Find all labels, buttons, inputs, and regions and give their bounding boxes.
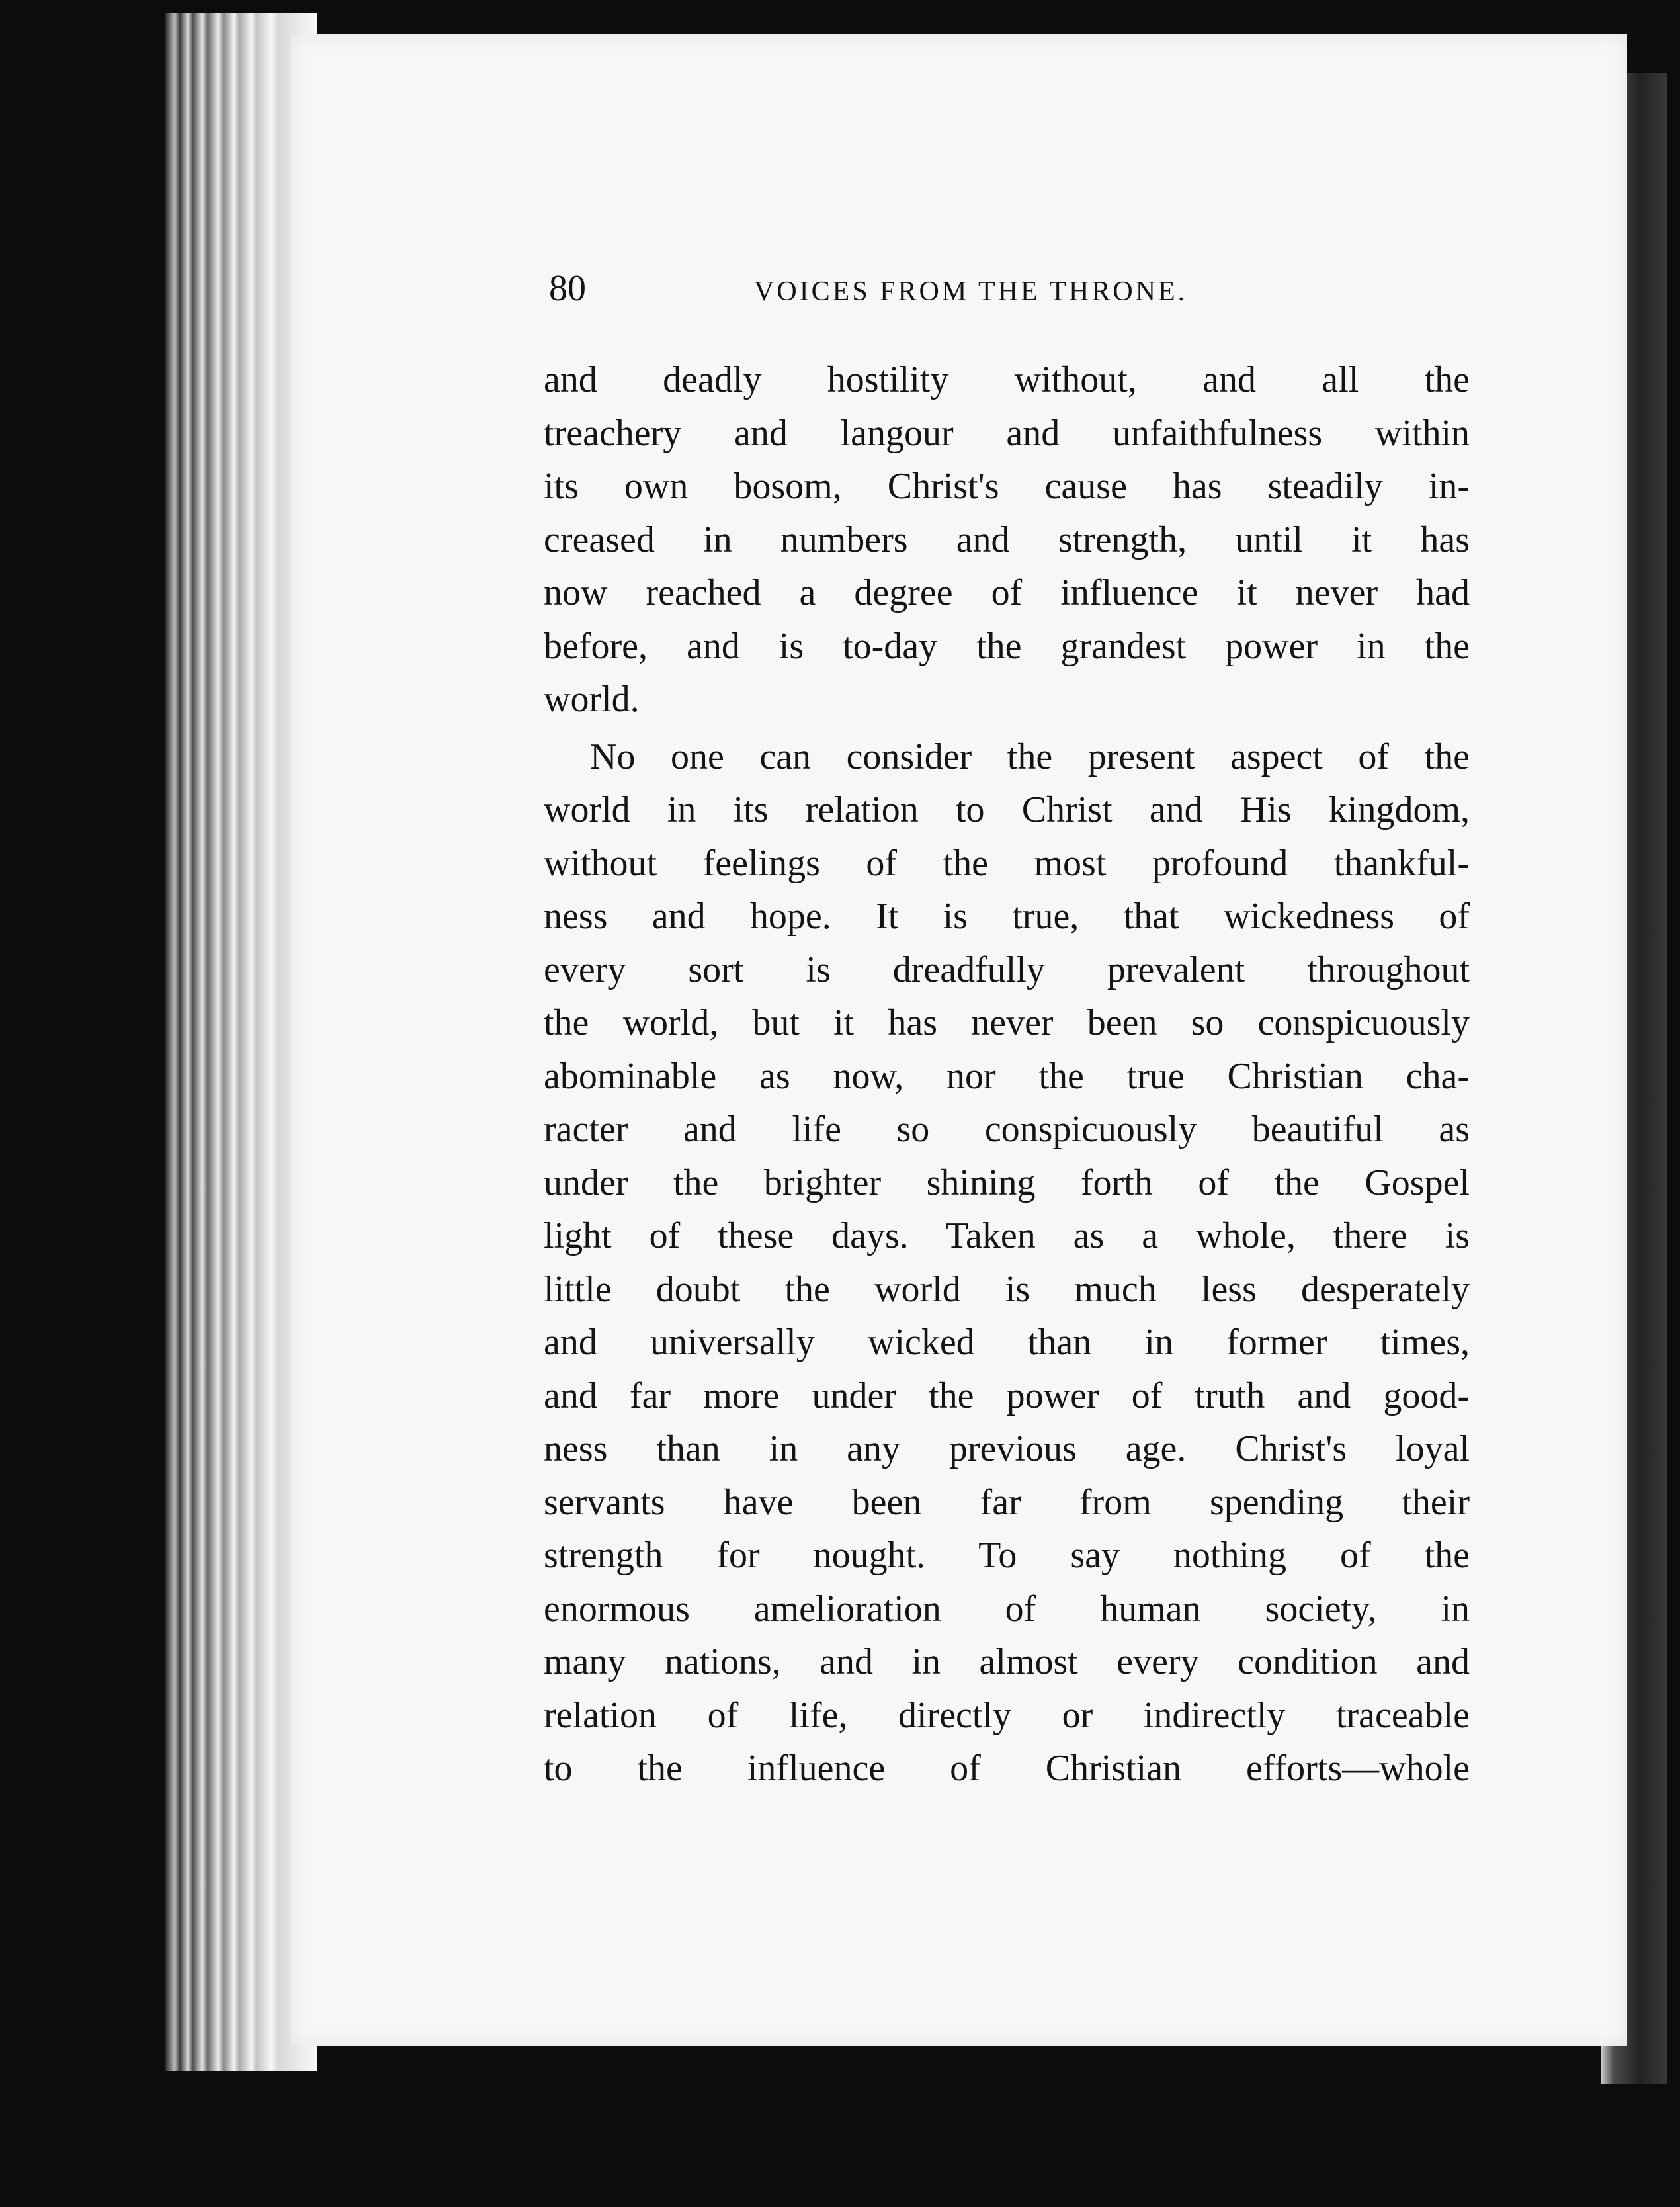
page-number: 80 — [549, 268, 586, 309]
text-line: every sort is dreadfully prevalent throughout — [544, 949, 1470, 990]
text-line: to the influence of Christian efforts—whole — [544, 1748, 1470, 1789]
text-line: now reached a degree of influence it never had — [544, 572, 1470, 613]
paragraph-1 — [544, 353, 1470, 726]
text-line: light of these days. Taken as a whole, there is — [544, 1215, 1470, 1256]
text-line: and universally wicked than in former times, — [544, 1322, 1470, 1363]
paragraph-2 — [544, 730, 1470, 1796]
text-line: world. — [544, 679, 640, 720]
text-line: before, and is to-day the grandest power in the — [544, 625, 1470, 667]
text-line: ness and hope. It is true, that wickedness of — [544, 896, 1470, 937]
text-line: many nations, and in almost every condition and — [544, 1641, 1470, 1682]
text-line: strength for nought. To say nothing of the — [544, 1535, 1470, 1576]
text-line: creased in numbers and strength, until it has — [544, 519, 1470, 560]
text-line: treachery and langour and unfaithfulness within — [544, 412, 1470, 454]
text-line: and deadly hostility without, and all the — [544, 359, 1470, 400]
text-line: under the brighter shining forth of the Gospel — [544, 1162, 1470, 1203]
text-line: little doubt the world is much less desperately — [544, 1268, 1470, 1310]
body-text — [544, 353, 1470, 1796]
text-line: relation of life, directly or indirectly traceable — [544, 1694, 1470, 1736]
running-head: VOICES FROM THE THRONE. — [754, 277, 1188, 307]
text-line: ness than in any previous age. Christ's loyal — [544, 1428, 1470, 1469]
text-line: world in its relation to Christ and His kingdom, — [544, 789, 1470, 830]
text-line: racter and life so conspicuously beautiful as — [544, 1109, 1470, 1150]
text-line: enormous amelioration of human society, in — [544, 1588, 1470, 1629]
text-line: and far more under the power of truth and good- — [544, 1375, 1470, 1416]
text-line: No one can consider the present aspect of the — [590, 736, 1470, 777]
text-line: its own bosom, Christ's cause has steadily in- — [544, 466, 1470, 507]
text-line: servants have been far from spending their — [544, 1481, 1470, 1523]
page-header — [549, 262, 1470, 322]
text-line: without feelings of the most profound thankful- — [544, 842, 1470, 884]
text-line: the world, but it has never been so conspicuously — [544, 1002, 1470, 1043]
text-line: abominable as now, nor the true Christian cha- — [544, 1055, 1470, 1097]
